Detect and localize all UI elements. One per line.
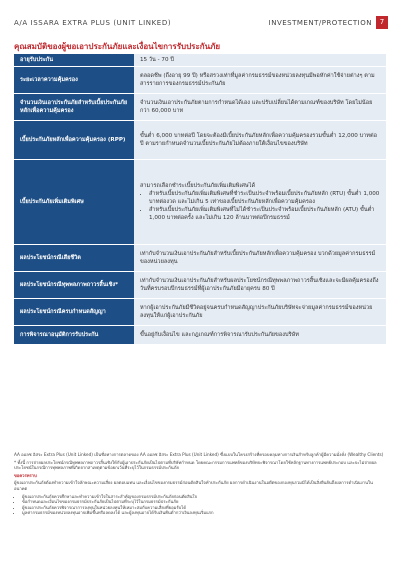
warning-text: ผู้ขอเอาประกันภัยต้องทำความเข้าใจลักษณะความเสี่ยง ผลตอบแทน และเงื่อนไขของกรมธรรม์ก่อนตัดสินใจทำประกันภัย ผลการดำเนินงานในอดีตของกองทุนรวมมิได้เป็นสิ่งยืนยันถึงผลการดำเนินงานในอนาคต [14, 480, 373, 491]
warning-title: ขอควรทราบ [14, 472, 37, 478]
row-key: ผลประโยชน์กรณีครบกำหนดสัญญา [14, 299, 134, 325]
list-item: • ผู้ขอเอาประกันภัยควรศึกษาและทำความเข้าใจในสาระสำคัญของกรมธรรม์ประกันภัยก่อนตัดสินใจ [22, 494, 386, 500]
table-row [14, 299, 386, 325]
table-row [14, 245, 386, 271]
page-header [0, 0, 400, 30]
row-key: ผลประโยชน์กรณีเสียชีวิต [14, 245, 134, 271]
table-row [14, 67, 386, 93]
row-key: อายุรับประกัน [14, 54, 134, 66]
row-value: หากผู้เอาประกันภัยมีชีวิตอยู่จนครบกำหนดสัญญาประกันภัยบริษัทจะจ่ายมูลค่ากรมธรรม์ของหน่วยลงทุนให้แก่ผู้เอาประกันภัย [134, 299, 386, 325]
row-value: ตลอดชีพ (ถึงอายุ 99 ปี) หรือสรวงเท่าที่มูลค่ากรมธรรม์ของหน่วยลงทุนมีพอหักค่าใช้จ่ายต่างๆ ตามสารรายการของกรมธรรม์ประกันภัย [134, 67, 386, 93]
page-title: คุณสมบัติของผู้ขอเอาประกันภัยและเงื่อนไขการรับประกันภัย [14, 42, 221, 51]
list-item: • ผู้ขอเอาประกันภัยควรพิจารณาการลงทุนในหน่วยลงทุนให้เหมาะสมกับความเสี่ยงที่ยอมรับได้ [22, 505, 386, 511]
table-row [14, 326, 386, 344]
disclaimer-list [14, 494, 386, 516]
list-item: • สำหรับเบี้ยประกันภัยเพิ่มเติมพิเศษที่ไม่ได้ชำระเป็นประจำพร้อมเบี้ยประกันภัยหลัก (ATU) ขั้นต่ำ 1,000 บาทต่อครั้ง และไม่เกิน 120 ล้านบาทต่อปีกรมธรรม์ [149, 206, 380, 222]
page-number-badge: 7 [376, 16, 388, 29]
list-item: • สำหรับเบี้ยประกันภัยเพิ่มเติมพิเศษที่ชำระเป็นประจำพร้อมเบี้ยประกันภัยหลัก (RTU) ขั้นต่ำ 1,000 บาทต่องวด และไม่เกิน 5 เท่าของเบี้ยประกันภัยหลักเพื่อความคุ้มครอง [149, 190, 380, 206]
brand-title: A/A ISSARA EXTRA PLUS (UNIT LINKED) [14, 19, 172, 27]
row-value: เท่ากับจำนวนเงินเอาประกันภัยสำหรับผลประโยชน์กรณีทุพพลภาพถาวรสิ้นเชิงและจะมีผลคุ้มครองถึงวันที่ครบรอบปีกรมธรรม์ที่ผู้เอาประกันภัยมีอายุครบ 80 ปี [134, 272, 386, 298]
footnote-text: AA ออลซ อิสระ Extra Plus (Unit Linked) เป็นชื่อทางการตลาดของ AA ออลซ อิสระ Extra Plus (Unit Linked) ซึ่งแบบในโครงสร้างที่ครอบคลุมทางการเงินสำหรับลูกค้าผู้มีความมั่งคั่ง (Wealthy Clients) [14, 452, 384, 457]
table-row [14, 272, 386, 298]
list-item: • ข้อกำหนดและเงื่อนไขของกรมธรรม์ประกันภัยเป็นไปตามที่ระบุไว้ในกรมธรรม์ประกันภัย [22, 499, 386, 505]
row-key: การพิจารณาอนุมัติการรับประกัน [14, 326, 134, 344]
row-key: เบี้ยประกันภัยหลักเพื่อความคุ้มครอง (RPP) [14, 121, 134, 159]
row-value: จำนวนเงินเอาประกันภัยตามการกำหนดได้เอง และปรับเปลี่ยนได้ตามเกณฑ์ของบริษัท โดยไม่น้อยกว่า 60,000 บาท [134, 94, 386, 120]
section-title: INVESTMENT/PROTECTION [268, 19, 372, 27]
table-row [14, 54, 386, 66]
row-key: เบี้ยประกันภัยเพิ่มเติมพิเศษ [14, 160, 134, 244]
row-key: ระยะเวลาความคุ้มครอง [14, 67, 134, 93]
row-value: 15 วัน - 70 ปี [134, 54, 386, 66]
row-key: จำนวนเงินเอาประกันภัยสำหรับเบี้ยประกันภัยหลักเพื่อความคุ้มครอง [14, 94, 134, 120]
row-intro: สามารถเลือกชำระเบี้ยประกันภัยเพิ่มเติมพิเศษได้ [140, 183, 256, 189]
bullet-list [140, 190, 380, 222]
list-item: • มูลค่ากรมธรรม์ของหน่วยลงทุนอาจเพิ่มขึ้นหรือลดลงได้ และผู้ลงทุนอาจได้รับเงินคืนต่ำกว่าเงินลงทุนเริ่มแรก [22, 510, 386, 516]
footnote-text: * ทั้งนี้ การจ่ายผลประโยชน์กรณีทุพพลภาพถาวรสิ้นเชิงให้กับผู้เอาประกันภัยเป็นไปตามที่บริษัทกำหนด โดยคณะกรรมการแพทย์ของบริษัทจะพิจารณาโดยใช้หลักฐานทางการแพทย์ประกอบ และจะไม่จ่ายผลประโยชน์ในกรณีการทุพพลภาพที่เกิดจากสาเหตุตามข้อยกเว้นที่ระบุไว้ในกรมธรรม์ประกันภัย [14, 459, 377, 471]
footnotes [14, 452, 386, 516]
conditions-table [14, 53, 386, 345]
table-row [14, 121, 386, 159]
table-row [14, 160, 386, 244]
row-value: เท่ากับจำนวนเงินเอาประกันภัยสำหรับเบี้ยประกันภัยหลักเพื่อความคุ้มครอง บวกด้วยมูลค่ากรมธรรม์ของหน่วยลงทุน [134, 245, 386, 271]
row-value [134, 160, 386, 244]
table-row [14, 94, 386, 120]
row-value: ขั้นต่ำ 6,000 บาทต่อปี โดยจะต้องมีเบี้ยประกันภัยหลักเพื่อความคุ้มครองรวมขั้นต่ำ 12,000 บาทต่อปี ตามรายกำหนดจำนวนเบี้ยประกันภัยไม่ต้องภายใต้เงื่อนไขของบริษัท [134, 121, 386, 159]
row-value: ขึ้นอยู่กับเงื่อนไข และกฎเกณฑ์การพิจารณารับประกันภัยของบริษัท [134, 326, 386, 344]
row-key: ผลประโยชน์กรณีทุพพลภาพถาวรสิ้นเชิง* [14, 272, 134, 298]
